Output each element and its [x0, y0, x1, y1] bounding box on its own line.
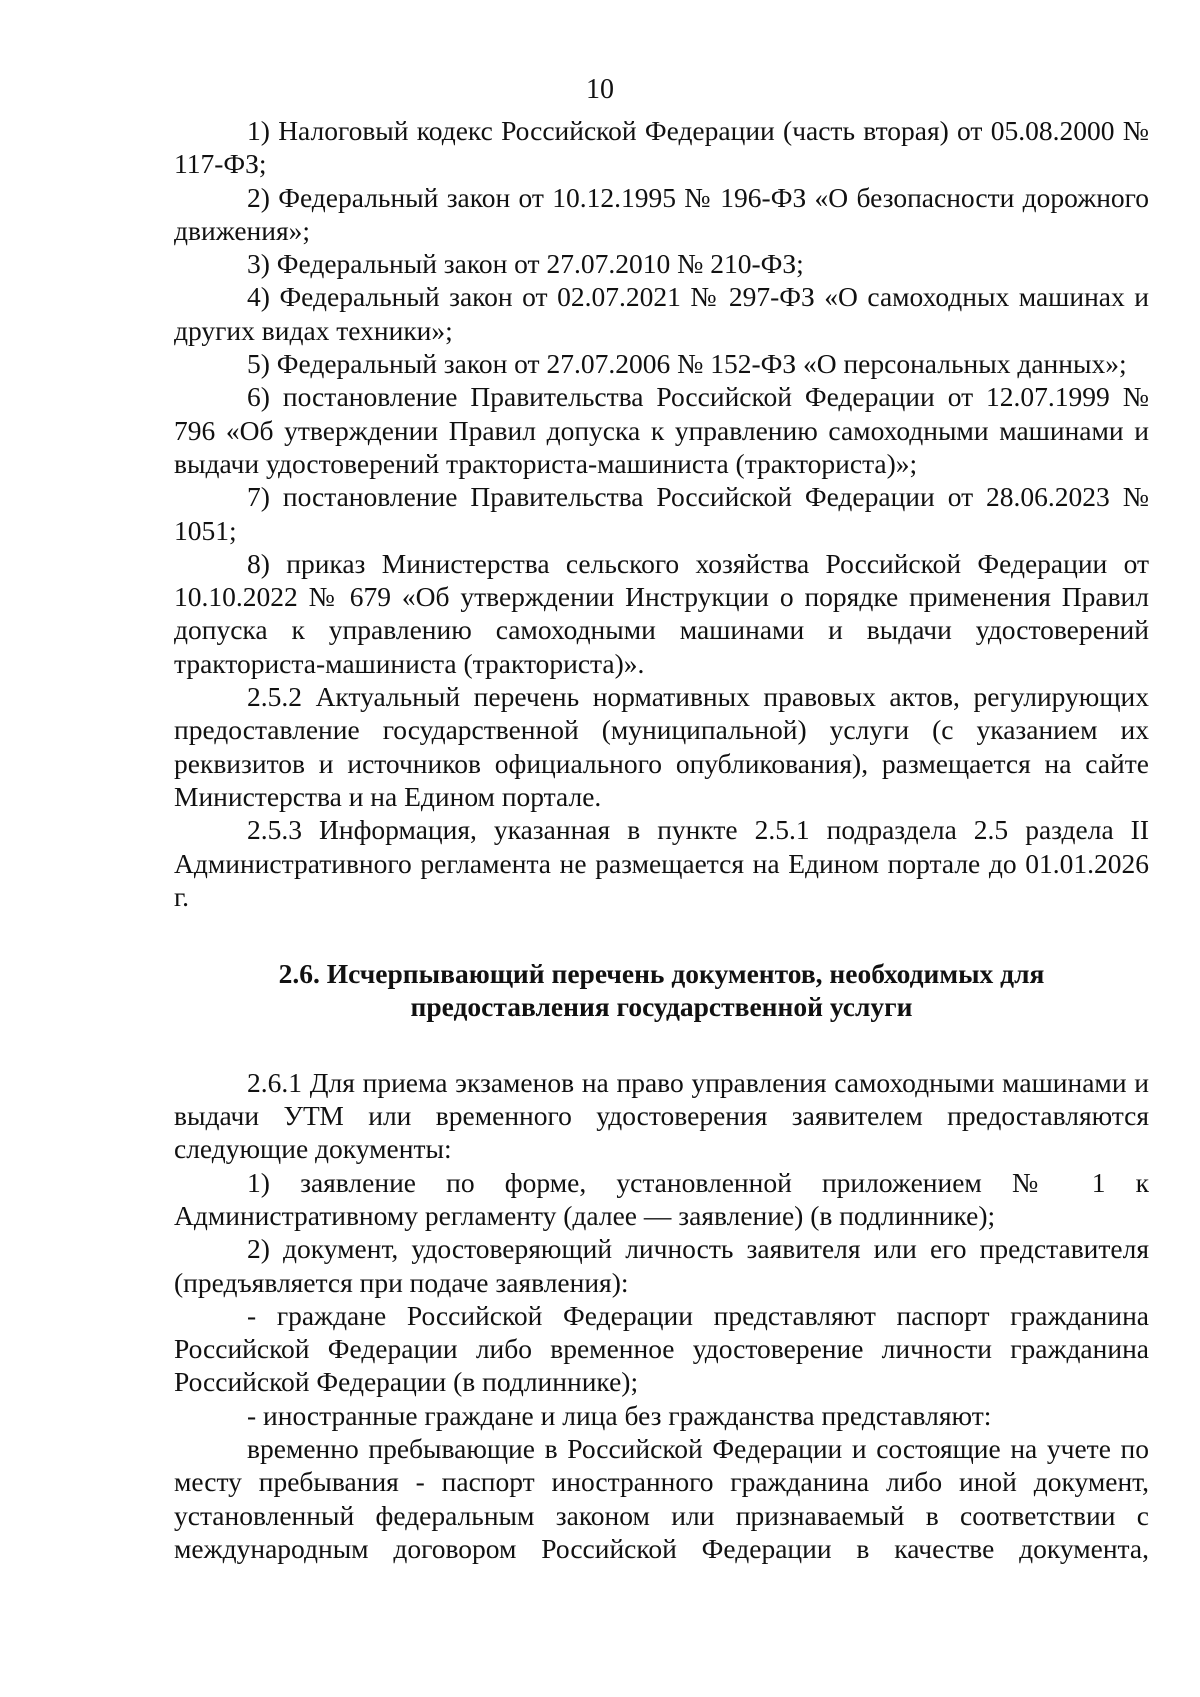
list-item-3: 3) Федеральный закон от 27.07.2010 № 210-ФЗ;	[247, 248, 804, 280]
document-body	[174, 114, 1149, 1565]
section-heading-line-2: предоставления государственной услуги	[410, 991, 913, 1023]
doc-subitem-temporary: временно пребывающие в Российской Федерации и состоящие на учете по месту пребывания - паспорт иностранного гражданина либо иной документ, установленный федеральным законом или признаваемый в соответствии с международным договором Российской Федерации в качестве документа,	[174, 1432, 1149, 1564]
doc-subitem-citizens: - граждане Российской Федерации представляют паспорт гражданина Российской Федерации либо временное удостоверение личности гражданина Российской Федерации (в подлиннике);	[174, 1299, 1149, 1398]
list-item-8: 8) приказ Министерства сельского хозяйства Российской Федерации от 10.10.2022 № 679 «Об утверждении Инструкции о порядке применения Правил допуска к управлению самоходными машинами и выдачи удостоверений тракториста-машиниста (тракториста)».	[174, 547, 1149, 679]
list-item-5: 5) Федеральный закон от 27.07.2006 № 152-ФЗ «О персональных данных»;	[247, 348, 1127, 380]
list-item-2: 2) Федеральный закон от 10.12.1995 № 196-ФЗ «О безопасности дорожного движения»;	[174, 181, 1149, 246]
list-item-4: 4) Федеральный закон от 02.07.2021 № 297-ФЗ «О самоходных машинах и других видах техники»;	[174, 281, 1149, 346]
page-number: 10	[586, 74, 614, 105]
list-item-7: 7) постановление Правительства Российской Федерации от 28.06.2023 № 1051;	[174, 481, 1149, 546]
section-heading-2-6	[174, 957, 1149, 1024]
section-heading-line-1: 2.6. Исчерпывающий перечень документов, необходимых для	[278, 958, 1045, 990]
doc-item-2: 2) документ, удостоверяющий личность заявителя или его представителя (предъявляется при подаче заявления):	[174, 1233, 1149, 1298]
doc-item-1: 1) заявление по форме, установленной приложением № 1 к Административному регламенту (далее — заявление) (в подлиннике);	[174, 1166, 1149, 1231]
paragraph-2-6-1: 2.6.1 Для приема экзаменов на право управления самоходными машинами и выдачи УТМ или временного удостоверения заявителем предоставляются следующие документы:	[174, 1066, 1149, 1165]
list-item-1: 1) Налоговый кодекс Российской Федерации (часть вторая) от 05.08.2000 № 117-ФЗ;	[174, 115, 1149, 180]
paragraph-2-5-3: 2.5.3 Информация, указанная в пункте 2.5.1 подраздела 2.5 раздела II Административного регламента не размещается на Едином портале до 01.01.2026 г.	[174, 814, 1149, 912]
doc-subitem-foreigners: - иностранные граждане и лица без гражданства представляют:	[247, 1399, 992, 1431]
paragraph-2-5-2: 2.5.2 Актуальный перечень нормативных правовых актов, регулирующих предоставление государственной (муниципальной) услуги (с указанием их реквизитов и источников официального опубликования), размещается на сайте Министерства и на Едином портале.	[174, 681, 1149, 812]
list-item-6: 6) постановление Правительства Российской Федерации от 12.07.1999 № 796 «Об утверждении Правил допуска к управлению самоходными машинами и выдачи удостоверений тракториста-машиниста (тракториста)»;	[174, 381, 1149, 479]
